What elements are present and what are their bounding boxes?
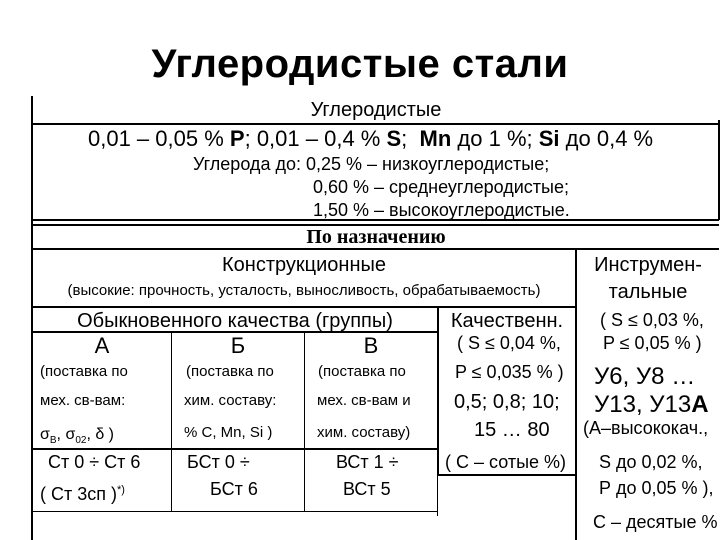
s-symbol: S (386, 126, 402, 151)
group-v-line1: (поставка по (318, 363, 406, 380)
quality-s-limit: ( S ≤ 0,04 %, (457, 333, 561, 353)
group-b-line3: % С, Mn, Si ) (184, 424, 273, 441)
tool-grades-2 (594, 391, 709, 419)
group-a-footnote-mark: *) (117, 484, 125, 496)
quality-grades-1: 0,5; 0,8; 10; (454, 391, 560, 413)
group-v-example: ВСт 5 (343, 479, 391, 499)
sigma-02-sub: 02 (75, 435, 87, 447)
tool-grades-note: (А–высококач., (583, 418, 709, 438)
group-b-line1: (поставка по (186, 363, 274, 380)
tool-p-extra: Р до 0,05 % ), (599, 478, 714, 498)
delta-tail: , δ ) (86, 426, 115, 443)
slide-title: Углеродистые стали (151, 42, 569, 86)
group-a-example-text: ( Ст 3сп ) (40, 484, 117, 504)
sigma-b-sub: В (49, 435, 57, 447)
tool-p-limit: P ≤ 0,05 % ) (603, 333, 702, 353)
structural-properties: (высокие: прочность, усталость, выносливость, обрабатываемость) (67, 282, 541, 299)
tool-title-2: тальные (608, 281, 688, 303)
purpose-heading: По назначению (306, 226, 446, 248)
impurities-line: 0,01 – 0,05 % P; 0,01 – 0,4 % S; Mn до 1 %; Si до 0,4 % (88, 126, 654, 151)
group-a-props (40, 426, 114, 446)
tool-title-1: Инструмен- (594, 254, 702, 276)
group-b-example: БСт 6 (210, 479, 258, 499)
p-symbol: P (229, 126, 245, 151)
ordinary-title: Обыкновенного качества (группы) (77, 310, 393, 332)
tool-grades-2-prefix: У13, У13 (594, 391, 692, 418)
group-v-line3: хим. составу) (317, 424, 411, 441)
group-b-name: Б (230, 333, 246, 358)
group-a-example (40, 484, 125, 505)
tool-s-limit: ( S ≤ 0,03 %, (600, 310, 704, 330)
tool-grades-1: У6, У8 … (594, 363, 696, 390)
structural-title: Конструкционные (222, 254, 386, 276)
mn-text: до 1 %; (457, 126, 533, 151)
tool-footnote: С – десятые % (593, 512, 718, 532)
group-v-line2: мех. св-вам и (317, 392, 411, 409)
group-a-line1: (поставка по (40, 363, 128, 380)
carbon-limit-low: Углерода до: 0,25 % – низкоуглеродистые; (193, 154, 550, 174)
sigma-b-symbol: σ (40, 426, 50, 443)
group-a-name: А (94, 333, 110, 358)
group-a-line2: мех. св-вам: (40, 392, 126, 409)
tool-grades-2-suffix: А (691, 391, 709, 418)
sigma-sep: , σ (56, 426, 76, 443)
group-v-name: В (363, 333, 379, 358)
group-v-grade: ВСт 1 ÷ (336, 452, 399, 472)
mn-symbol: Mn (419, 126, 452, 151)
carbon-limit-high: 1,50 % – высокоуглеродистые. (313, 200, 570, 220)
si-symbol: Si (538, 126, 560, 151)
p-range: 0,01 – 0,05 % (88, 126, 224, 151)
group-b-line2: хим. составу: (184, 392, 277, 409)
carbon-heading: Углеродистые (310, 99, 442, 121)
tool-s-extra: S до 0,02 %, (599, 452, 703, 472)
s-range: ; 0,01 – 0,4 % (244, 126, 381, 151)
group-a-grade: Ст 0 ÷ Ст 6 (48, 452, 141, 472)
quality-p-limit: P ≤ 0,035 % ) (455, 362, 564, 382)
carbon-limit-medium: 0,60 % – среднеуглеродистые; (313, 177, 569, 197)
si-text: до 0,4 % (565, 126, 654, 151)
quality-grades-2: 15 … 80 (474, 419, 550, 441)
group-b-grade: БСт 0 ÷ (187, 452, 250, 472)
quality-title: Качественн. (450, 310, 564, 332)
quality-carbon-note: ( С – сотые %) (445, 452, 567, 472)
